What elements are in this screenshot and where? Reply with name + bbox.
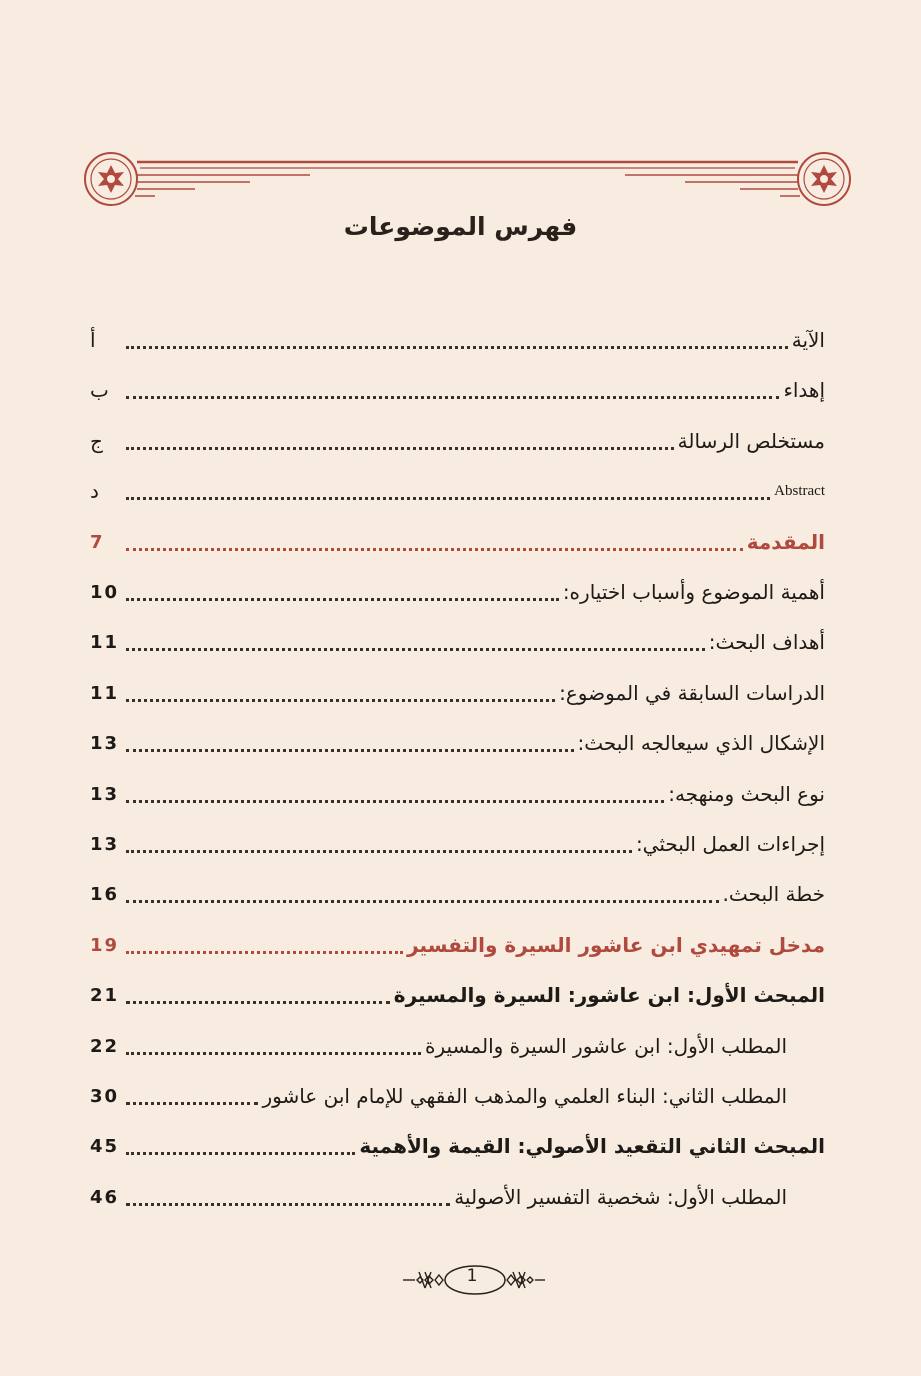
toc-leader-dots <box>126 834 632 853</box>
toc-entry <box>90 622 825 662</box>
toc-entry-label: إجراءات العمل البحثي: <box>635 832 825 856</box>
toc-entry-page: 45 <box>90 1135 120 1157</box>
toc-entry-label: أهداف البحث: <box>708 630 825 654</box>
toc-entry <box>90 723 825 763</box>
toc-entry <box>90 421 825 461</box>
toc-leader-dots <box>126 532 743 551</box>
toc-entry <box>90 925 825 965</box>
toc-entry-label: المقدمة <box>746 530 825 554</box>
toc-leader-dots <box>126 935 403 954</box>
toc-entry-page: 13 <box>90 833 120 855</box>
toc-entry-page: 7 <box>90 531 105 553</box>
toc-entry-label: نوع البحث ومنهجه: <box>668 782 825 806</box>
toc-entry-page: 13 <box>90 783 120 805</box>
toc-leader-dots <box>126 985 390 1004</box>
toc-entry <box>90 320 825 360</box>
toc-entry <box>90 1177 787 1217</box>
toc-entry-page: أ <box>90 328 96 352</box>
toc-entry <box>90 572 825 612</box>
toc-entry <box>90 1126 825 1166</box>
toc-entry-page: ج <box>90 429 103 453</box>
toc-entry-label: المطلب الأول: شخصية التفسير الأصولية <box>454 1185 787 1209</box>
toc-entry-label: مدخل تمهيدي ابن عاشور السيرة والتفسير <box>407 933 825 957</box>
toc-leader-dots <box>126 884 719 903</box>
toc-entry-page: 19 <box>90 934 120 956</box>
toc-entry-label: المبحث الأول: ابن عاشور: السيرة والمسيرة <box>393 983 825 1007</box>
toc-leader-dots <box>126 784 664 803</box>
toc-entry-page: 46 <box>90 1186 120 1208</box>
toc-leader-dots <box>126 683 555 702</box>
toc-entry-label: إهداء <box>783 378 825 402</box>
toc-entry <box>90 975 825 1015</box>
toc-entry <box>90 1076 787 1116</box>
toc-leader-dots <box>126 733 574 752</box>
toc-entry <box>90 774 825 814</box>
toc-entry <box>90 673 825 713</box>
toc-entry-page: ب <box>90 378 109 402</box>
toc-entry <box>90 370 825 410</box>
toc-leader-dots <box>126 1136 355 1155</box>
toc-leader-dots <box>126 1036 421 1055</box>
toc-entry-page: 16 <box>90 883 120 905</box>
toc-entry-page: 30 <box>90 1085 120 1107</box>
toc-entry-label: Abstract <box>774 482 825 499</box>
toc-leader-dots <box>126 431 674 450</box>
toc-entry <box>90 874 825 914</box>
toc-entry-label: أهمية الموضوع وأسباب اختياره: <box>562 580 825 604</box>
toc-entry-label: المطلب الثاني: البناء العلمي والمذهب الفقهي للإمام ابن عاشور <box>262 1084 787 1108</box>
page-title: فهرس الموضوعات <box>343 212 578 241</box>
toc-leader-dots <box>126 1187 450 1206</box>
toc-entry-label: مستخلص الرسالة <box>677 429 825 453</box>
toc-entry-label: الإشكال الذي سيعالجه البحث: <box>577 731 825 755</box>
toc-entry-label: المطلب الأول: ابن عاشور السيرة والمسيرة <box>425 1034 787 1058</box>
toc-leader-dots <box>126 1086 258 1105</box>
toc-leader-dots <box>126 380 779 399</box>
page-number: 1 <box>466 1266 478 1286</box>
toc-entry-page: 11 <box>90 682 120 704</box>
toc-entry <box>90 471 825 511</box>
toc-entry-page: 11 <box>90 631 120 653</box>
toc-entry-label: خطة البحث. <box>722 882 825 906</box>
toc-entry <box>90 522 825 562</box>
toc-entry-label: المبحث الثاني التقعيد الأصولي: القيمة والأهمية <box>359 1134 825 1158</box>
toc-leader-dots <box>126 330 788 349</box>
toc-entry-page: د <box>90 479 99 503</box>
toc-entry-page: 22 <box>90 1035 120 1057</box>
toc-entry <box>90 1026 787 1066</box>
toc-entry-page: 13 <box>90 732 120 754</box>
toc-leader-dots <box>126 481 770 500</box>
toc-entry-page: 21 <box>90 984 120 1006</box>
toc-entry-label: الآية <box>791 328 825 352</box>
toc-leader-dots <box>126 582 559 601</box>
toc-entry-label: الدراسات السابقة في الموضوع: <box>559 681 825 705</box>
toc-entry-page: 10 <box>90 581 120 603</box>
toc-entry <box>90 824 825 864</box>
toc-leader-dots <box>126 632 705 651</box>
